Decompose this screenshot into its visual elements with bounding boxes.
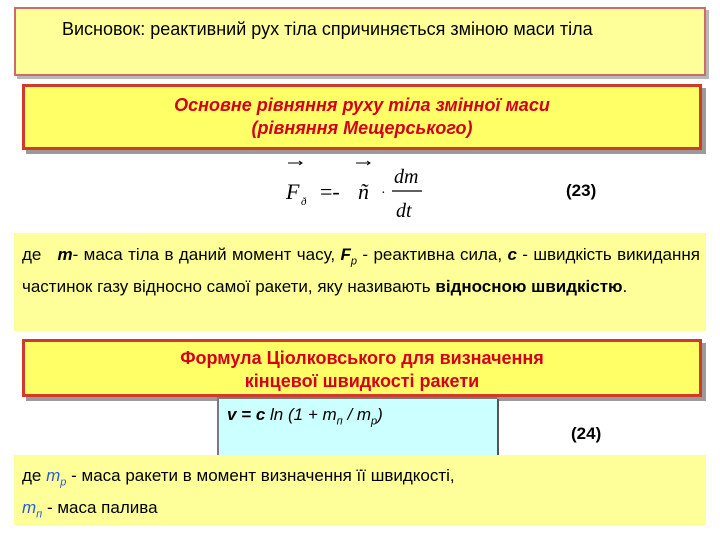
tsiolkovsky-line-1: Формула Ціолковського для визначення — [180, 348, 544, 368]
meshchersky-explanation — [14, 233, 706, 331]
mp-description: - маса палива — [46, 498, 158, 518]
m-description: - маса тіла в даний момент часу, — [72, 245, 336, 264]
formula-c: ñ — [358, 179, 369, 204]
formula-F: F — [286, 179, 300, 204]
equation-number-24: (24) — [571, 424, 602, 443]
tsiolkovsky-explanation — [14, 455, 706, 525]
tsiolkovsky-title-box — [22, 339, 702, 397]
formula-slash: / m — [347, 405, 372, 424]
symbol-F: F — [340, 245, 351, 264]
tsiolkovsky-formula — [217, 397, 497, 457]
conclusion-box — [14, 7, 706, 76]
de-word-2: де — [22, 466, 42, 485]
formula-dot: · — [381, 186, 386, 201]
title-line-1: Основне рівняння руху тіла змінної маси — [174, 95, 550, 115]
equation-number-23: (23) — [566, 181, 597, 200]
symbol-m: m — [57, 245, 73, 264]
period: . — [622, 277, 628, 297]
tsiolkovsky-line-2: кінцевої швидкості ракети — [244, 371, 480, 391]
symbol-F-sub: р — [350, 255, 358, 268]
F-description: - реактивна сила, — [362, 245, 503, 264]
conclusion-text: Висновок: реактивний рух тіла спричиняється зміною маси тіла — [62, 19, 593, 39]
meshchersky-title-box — [22, 84, 702, 150]
title-line-2: (рівняння Мещерського) — [251, 118, 473, 138]
formula-23-svg — [272, 155, 432, 227]
mr-description: - маса ракети в момент визначення її швидкості, — [71, 466, 455, 485]
formula-ln: ln (1 + m — [270, 405, 337, 424]
formula-denominator: dt — [396, 200, 412, 222]
symbol-m-p-sub: п — [36, 508, 43, 521]
formula-lhs: v = c — [227, 405, 266, 424]
formula-sub-r: р — [371, 415, 378, 428]
de-word: де — [22, 245, 42, 264]
relative-velocity-term: відносною швидкістю — [435, 277, 623, 297]
symbol-c: с — [507, 245, 517, 264]
symbol-m-r-sub: р — [60, 476, 67, 489]
formula-equals: =- — [320, 179, 340, 204]
symbol-m-p: m — [22, 498, 37, 518]
formula-F-sub: ð — [301, 196, 307, 208]
c-description: - швидкість викидання частинок газу відносно самої ракети, яку називають — [22, 245, 700, 297]
formula-close: ) — [377, 405, 383, 424]
formula-numerator: dm — [394, 166, 419, 188]
formula-sub-p: п — [336, 415, 343, 428]
meshchersky-formula — [272, 155, 432, 227]
line-mass-fuel — [22, 495, 700, 527]
line-mass-rocket — [22, 463, 700, 495]
symbol-m-r: m — [46, 466, 61, 485]
